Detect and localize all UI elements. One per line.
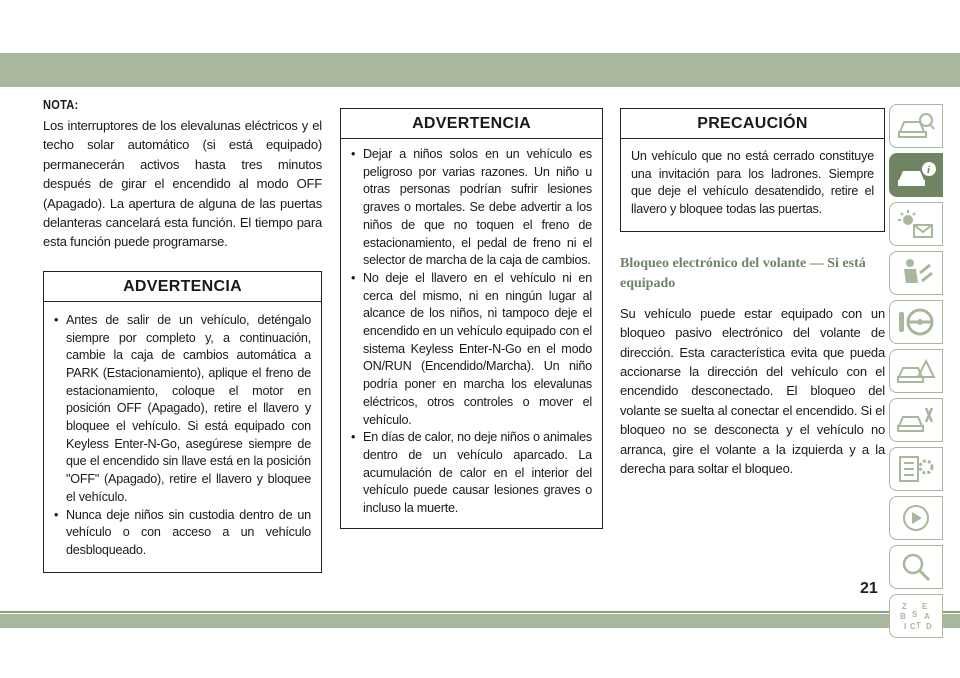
index-letter: I: [904, 622, 907, 631]
warning-list-2: [351, 146, 592, 518]
tab-car-search[interactable]: [889, 104, 943, 148]
index-letters-icon: [896, 600, 936, 632]
chapter-tabs: [889, 104, 945, 643]
tab-car-tools[interactable]: [889, 398, 943, 442]
footer-band: [0, 614, 960, 628]
tab-seat-airbag[interactable]: [889, 251, 943, 295]
index-letter: D: [926, 622, 932, 631]
index-letter: E: [922, 602, 928, 611]
checklist-gear-icon: [896, 453, 936, 485]
warning-list-1: [54, 312, 311, 560]
caution-text: Un vehículo que no está cerrado constituye una invitación para los ladrones. Siempre que deje el vehículo desatendido, retire el llavero y bloquee todas las puertas.: [631, 149, 874, 217]
multimedia-icon: [896, 502, 936, 534]
note-label: NOTA:: [43, 97, 79, 112]
index-letter: B: [900, 612, 906, 621]
list-item: • Antes de salir de un vehículo, deténgalo siempre por completo y, a continuación, cambie la caja de cambios automática a PARK (Estacionamiento), aplique el freno de estacionamiento, coloque el motor en posición OFF (Apagado), retire el llavero y bloquee el vehículo. Si está equipado con Keyless Enter-N-Go, asegúrese siempre de que el encendido sin llave está en la posición "OFF" (Apagado), retire el llavero y bloquee el vehículo.: [54, 312, 311, 507]
footer-line: [0, 611, 960, 613]
car-hazard-icon: [896, 355, 936, 387]
header-band: [0, 53, 960, 87]
list-item: • Nunca deje niños sin custodia dentro de un vehículo o con acceso a un vehículo desbloqueado.: [54, 507, 311, 560]
warning-box-1: [43, 271, 322, 573]
tab-steering[interactable]: [889, 300, 943, 344]
index-letter: S: [912, 610, 918, 619]
warning-title-1: ADVERTENCIA: [44, 272, 321, 302]
svg-text:i: i: [927, 164, 931, 176]
index-letter: C: [910, 622, 916, 631]
tab-warning-lights[interactable]: [889, 202, 943, 246]
list-item: • En días de calor, no deje niños o animales dentro de un vehículo aparcado. La acumulación de calor en el interior del vehículo puede causar lesiones graves o incluso la muerte.: [351, 429, 592, 518]
tab-car-info[interactable]: [889, 153, 943, 197]
car-info-icon: [896, 159, 936, 191]
column-left: [43, 97, 322, 573]
page-number: 21: [860, 580, 878, 597]
tab-car-hazard[interactable]: [889, 349, 943, 393]
note-text: Los interruptores de los elevalunas eléctricos y el techo solar automático (si está equipado) permanecerán activos hasta tres minutos después de girar el encendido al modo OFF (Apagado). La apertura de alguna de las puertas delanteras cancelará esta función. El tiempo para esta función puede programarse.: [43, 118, 322, 250]
index-letter: Z: [902, 602, 907, 611]
column-middle: [340, 108, 603, 529]
car-search-icon: [896, 110, 936, 142]
car-tools-icon: [896, 404, 936, 436]
tab-multimedia[interactable]: [889, 496, 943, 540]
list-item: • Dejar a niños solos en un vehículo es peligroso por varias razones. Un niño u otras personas podrían sufrir lesiones graves o mortales. Se debe advertir a los niños de que no toquen el freno de estacionamiento, el pedal de freno ni el selector de marcha de la caja de cambios.: [351, 146, 592, 270]
caution-title: PRECAUCIÓN: [621, 109, 884, 139]
tab-search[interactable]: [889, 545, 943, 589]
caution-box: [620, 108, 885, 232]
tab-checklist[interactable]: [889, 447, 943, 491]
warning-title-2: ADVERTENCIA: [341, 109, 602, 139]
tab-index[interactable]: [889, 594, 943, 638]
section-heading: Bloqueo electrónico del volante — Si está equipado: [620, 255, 866, 291]
warning-box-2: [340, 108, 603, 529]
list-item: • No deje el llavero en el vehículo ni en cerca del mismo, ni en ningún lugar al alcance de los niños, ni tampoco deje el encendido en un vehículo equipado con el sistema Keyless Enter-N-Go en el modo ON/RUN (Encendido/Marcha). Un niño podría poner en marcha los elevalunas eléctricos, otros controles o mover el vehículo.: [351, 270, 592, 429]
column-right: [620, 108, 885, 478]
section-text: Su vehículo puede estar equipado con un bloqueo pasivo electrónico del volante de dirección. Esta característica evita que pueda accionarse la dirección del vehículo con el encendido desconectado. El bloqueo del volante se suelta al conectar el encendido. Si el bloqueo no se desconecta y el vehículo no arranca, gire el volante a la izquierda y a la derecha para soltar el bloqueo.: [620, 305, 885, 477]
index-letter: A: [924, 612, 930, 621]
index-letter: T: [916, 621, 921, 630]
magnifier-icon: [896, 551, 936, 583]
seat-airbag-icon: [896, 257, 936, 289]
warning-light-mail-icon: [896, 208, 936, 240]
steering-wheel-icon: [896, 306, 936, 338]
